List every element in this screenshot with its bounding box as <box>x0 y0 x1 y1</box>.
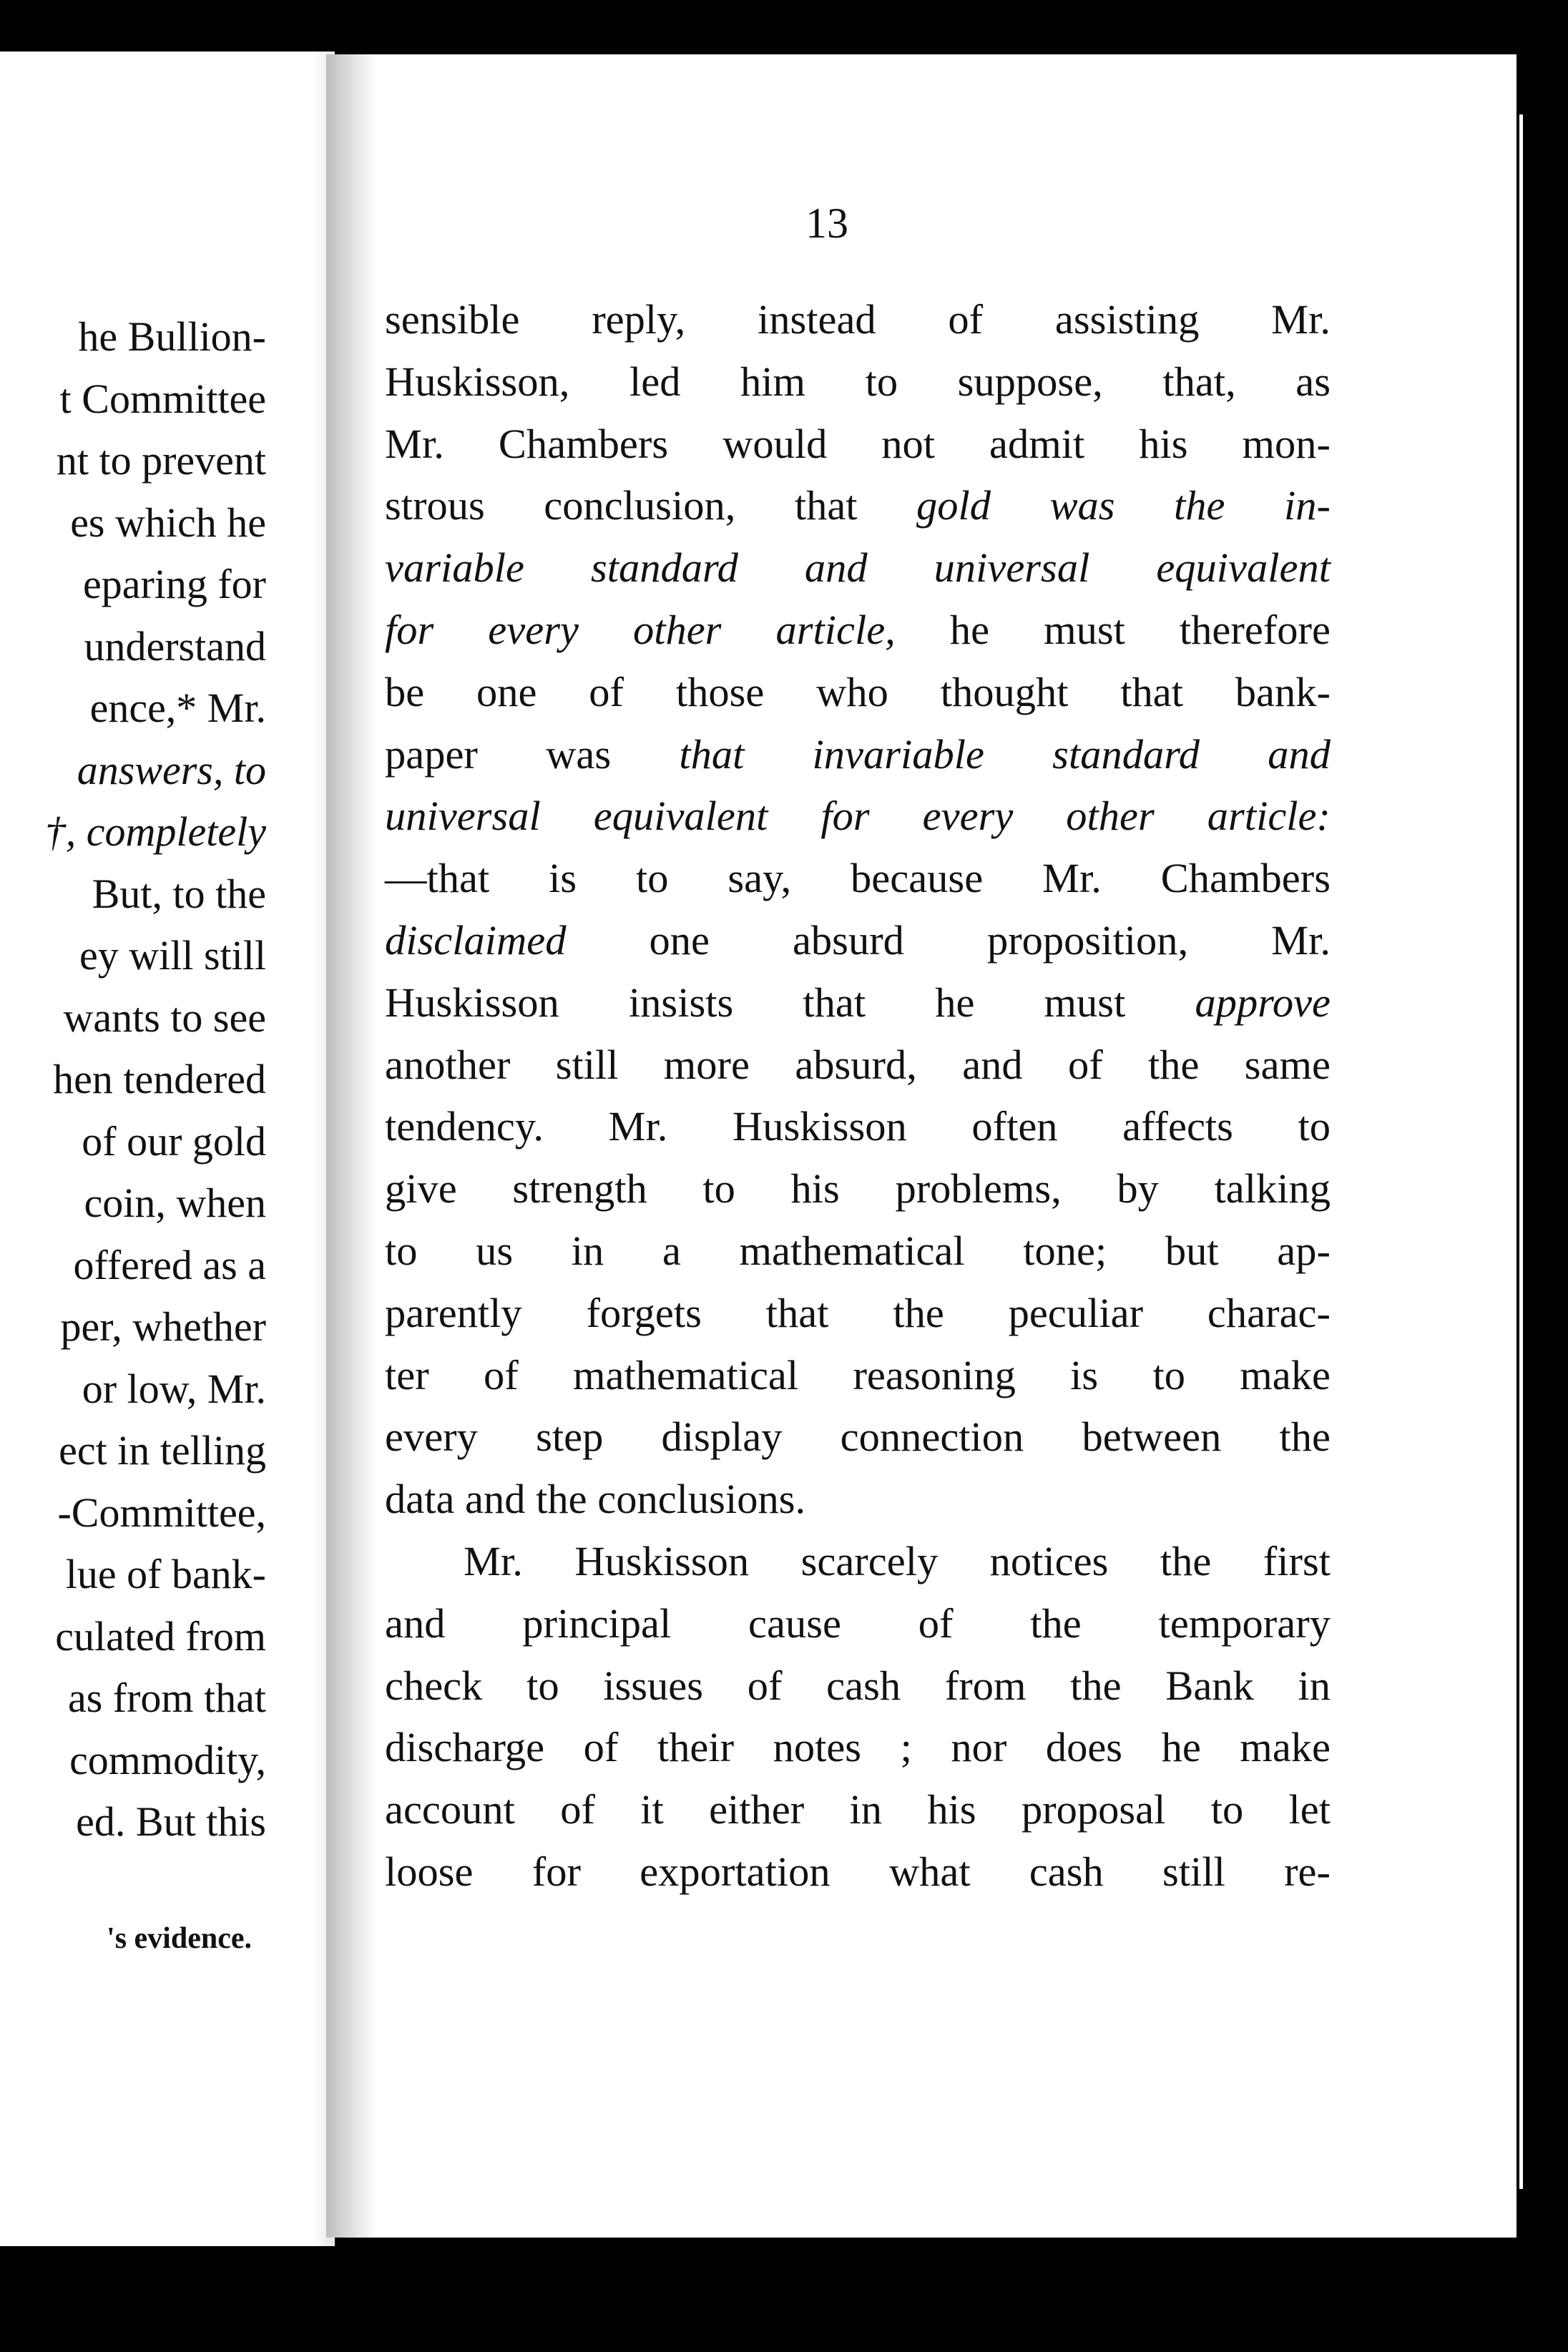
page-edge <box>1511 100 1514 2203</box>
left-text-line: commodity, <box>69 1736 266 1783</box>
left-text-line: wants to see <box>63 994 266 1041</box>
text-run: ter of mathematical reasoning is to make <box>385 1351 1331 1398</box>
left-text-line: ect in telling <box>59 1427 266 1474</box>
page-edge <box>1519 114 1523 2189</box>
text-run: give strength to his problems, by talking <box>385 1165 1331 1212</box>
left-page-footnote: 's evidence. <box>107 1922 252 1955</box>
text-run: account of it either in his proposal to let <box>385 1786 1331 1833</box>
text-line <box>385 1469 1331 1531</box>
text-line <box>385 1096 1331 1158</box>
left-text-line: hen tendered <box>53 1056 266 1102</box>
text-line <box>385 1655 1331 1718</box>
text-run: loose for exportation what cash still re- <box>385 1848 1331 1895</box>
left-text-line: coin, when <box>84 1180 266 1226</box>
left-text-line: t Committee <box>59 375 266 422</box>
italic-text: for every other article, <box>385 606 896 653</box>
italic-text: variable standard and universal equivalent <box>385 544 1331 592</box>
left-text-line: or low, Mr. <box>82 1365 266 1412</box>
text-line <box>385 475 1331 537</box>
left-text-line: ed. But this <box>76 1798 266 1845</box>
left-text-line: answers, to <box>77 746 266 793</box>
text-line <box>385 1345 1331 1407</box>
text-run: paper was <box>385 730 680 778</box>
text-line <box>385 537 1331 599</box>
text-run: tendency. Mr. Huskisson often affects to <box>385 1103 1331 1150</box>
left-text-line: culated from <box>55 1612 266 1660</box>
text-line <box>385 910 1331 972</box>
left-text-line: -Committee, <box>57 1489 266 1536</box>
left-page-text <box>0 306 266 1853</box>
italic-text: gold was the in- <box>916 482 1331 529</box>
text-run: he must therefore <box>895 606 1331 653</box>
text-line <box>385 1841 1331 1903</box>
italic-text: approve <box>1195 979 1331 1026</box>
left-text-line: es which he <box>70 499 266 546</box>
text-line <box>385 413 1331 476</box>
left-text-line: he Bullion- <box>78 313 266 360</box>
text-run: every step display connection between the <box>385 1413 1331 1461</box>
text-line <box>385 1779 1331 1841</box>
text-run: data and the conclusions. <box>385 1476 806 1523</box>
text-run: to us in a mathematical tone; but ap- <box>385 1227 1331 1274</box>
text-run: check to issues of cash from the Bank in <box>385 1662 1331 1709</box>
text-line <box>385 848 1331 910</box>
text-run: parently forgets that the peculiar charac- <box>385 1289 1331 1336</box>
text-run: and principal cause of the temporary <box>385 1599 1331 1647</box>
text-run: discharge of their notes ; nor does he make <box>385 1724 1331 1771</box>
text-run: be one of those who thought that bank- <box>385 668 1331 715</box>
text-line <box>385 1406 1331 1469</box>
left-text-line: per, whether <box>60 1303 266 1350</box>
text-run: Mr. Chambers would not admit his mon- <box>385 420 1331 467</box>
page-edge <box>1502 86 1506 2218</box>
left-text-line: nt to prevent <box>56 437 266 484</box>
text-line <box>385 1531 1331 1593</box>
text-run: another still more absurd, and of the same <box>385 1041 1331 1088</box>
left-text-line: ence,* Mr. <box>89 685 266 731</box>
text-line <box>385 1220 1331 1283</box>
text-line <box>385 1717 1331 1779</box>
italic-text: universal equivalent for every other article: <box>385 793 1331 840</box>
left-page <box>0 52 335 2246</box>
left-text-line: †, completely <box>44 808 266 855</box>
text-run: —that is to say, because Mr. Chambers <box>385 855 1331 902</box>
text-line <box>385 1034 1331 1097</box>
left-text-line: ey will still <box>79 932 266 979</box>
text-run: one absurd proposition, Mr. <box>566 916 1331 964</box>
left-text-line: understand <box>84 622 266 670</box>
text-run: Huskisson, led him to suppose, that, as <box>385 358 1331 405</box>
text-line <box>385 662 1331 724</box>
text-line <box>385 289 1331 351</box>
italic-text: disclaimed <box>385 916 567 964</box>
left-text-line: of our gold <box>82 1117 266 1165</box>
left-text-line: But, to the <box>92 870 266 917</box>
right-gutter-shadow <box>326 54 376 2238</box>
text-line <box>385 785 1331 848</box>
left-text-line: eparing for <box>82 561 266 607</box>
italic-text: that invariable standard and <box>679 730 1331 778</box>
text-line <box>385 1593 1331 1655</box>
text-line <box>385 1158 1331 1220</box>
text-line <box>385 351 1331 413</box>
left-text-line: offered as a <box>73 1241 266 1288</box>
body-text <box>385 289 1331 1903</box>
text-line <box>385 972 1331 1034</box>
text-run: Huskisson insists that he must <box>385 979 1195 1026</box>
text-run: strous conclusion, that <box>385 482 917 529</box>
left-text-line: lue of bank- <box>65 1551 266 1597</box>
left-text-line: as from that <box>67 1675 266 1721</box>
text-line <box>385 724 1331 786</box>
text-run: Mr. Huskisson scarcely notices the first <box>464 1537 1331 1584</box>
text-run: sensible reply, instead of assisting Mr. <box>385 296 1331 343</box>
text-line <box>385 1283 1331 1345</box>
page-number: 13 <box>805 200 848 247</box>
text-line <box>385 599 1331 662</box>
